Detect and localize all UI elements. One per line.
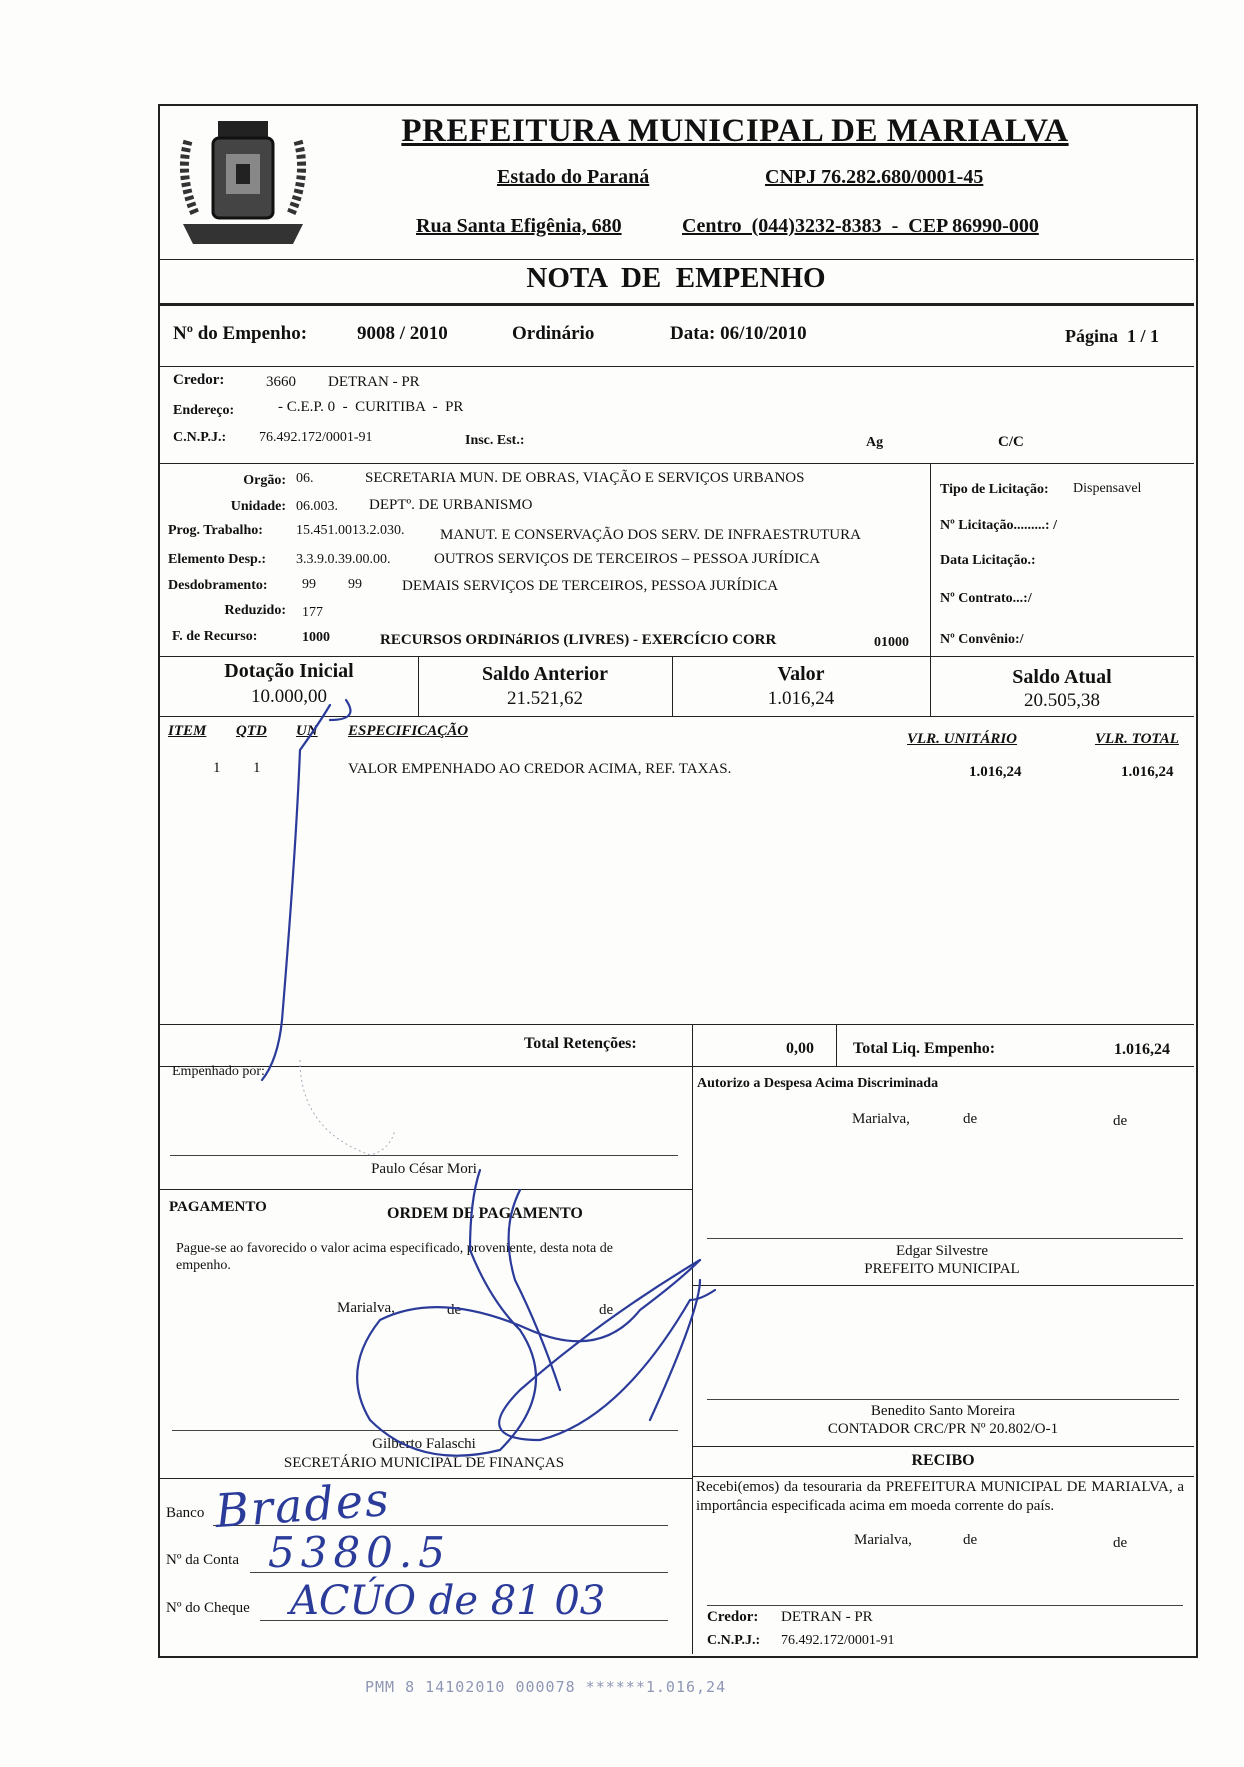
district-phone-cep: Centro (044)3232-8383 - CEP 86990-000 <box>682 215 1039 237</box>
elemento-desc: OUTROS SERVIÇOS DE TERCEIROS – PESSOA JURÍDICA <box>434 551 821 567</box>
tipo-licitacao-label: Tipo de Licitação: <box>940 482 1049 497</box>
saldo-anterior-label: Saldo Anterior <box>481 663 609 685</box>
desdobramento-code2: 99 <box>348 577 362 592</box>
orgao-label: Orgão: <box>243 473 286 488</box>
reduzido-label: Reduzido: <box>224 603 286 618</box>
authentication-stamp: PMM 8 14102010 000078 ******1.016,24 <box>365 1678 727 1696</box>
empenho-type: Ordinário <box>512 323 595 344</box>
de-right-2: de <box>1113 1113 1128 1129</box>
cheque-handwritten: ACÚO de 81 03 <box>290 1578 606 1624</box>
prog-desc: MANUT. E CONSERVAÇÃO DOS SERV. DE INFRAESTRUTURA <box>440 527 861 543</box>
licitacao-date: Data Licitação.: <box>940 553 1036 568</box>
licitacao-number: Nº Licitação.........: / <box>940 518 1057 533</box>
ag-label: Ag <box>866 435 884 450</box>
recurso-label: F. de Recurso: <box>172 629 258 644</box>
empenhado-por-name: Paulo César Mori <box>371 1161 477 1177</box>
recibo-credor-label: Credor: <box>707 1609 759 1625</box>
recibo-heading: RECIBO <box>911 1452 975 1469</box>
cnpj-label: CNPJ 76.282.680/0001-45 <box>765 166 984 188</box>
document-title: NOTA DE EMPENHO <box>526 262 826 294</box>
empenho-number: 9008 / 2010 <box>357 323 448 344</box>
pagamento-heading: PAGAMENTO <box>169 1199 267 1215</box>
marialva-recibo: Marialva, <box>854 1532 912 1548</box>
recibo-text: Recebi(emos) da tesouraria da PREFEITURA MUNICIPAL DE MARIALVA, a importância especificada acima em moeda corrente do país. <box>696 1479 1184 1514</box>
autorizo-label: Autorizo a Despesa Acima Discriminada <box>697 1076 939 1091</box>
prefeito-name: Edgar Silvestre <box>895 1243 989 1259</box>
dotacao-value: 10.000,00 <box>251 686 327 707</box>
recibo-credor-value: DETRAN - PR <box>781 1609 873 1625</box>
cnpj-credor-value: 76.492.172/0001-91 <box>259 430 373 445</box>
de-right-1: de <box>963 1111 978 1127</box>
unidade-label: Unidade: <box>230 499 286 514</box>
desdobramento-code1: 99 <box>302 577 316 592</box>
secretario-title: SECRETÁRIO MUNICIPAL DE FINANÇAS <box>283 1455 565 1471</box>
prog-code: 15.451.0013.2.030. <box>296 523 405 538</box>
col-item: ITEM <box>168 723 207 739</box>
empenho-date: Data: 06/10/2010 <box>670 323 807 344</box>
orgao-desc: SECRETARIA MUN. DE OBRAS, VIAÇÃO E SERVIÇOS URBANOS <box>365 470 805 486</box>
saldo-atual-value: 20.505,38 <box>1024 690 1100 711</box>
item-description: VALOR EMPENHADO AO CREDOR ACIMA, REF. TAXAS. <box>348 761 732 777</box>
page-title: PREFEITURA MUNICIPAL DE MARIALVA <box>401 113 1069 149</box>
orgao-code: 06. <box>296 471 314 486</box>
prefeito-title: PREFEITO MUNICIPAL <box>864 1261 1020 1277</box>
tipo-licitacao-value: Dispensavel <box>1073 481 1142 496</box>
item-total-value: 1.016,24 <box>1121 764 1174 780</box>
secretario-name: Gilberto Falaschi <box>372 1436 476 1452</box>
recibo-cnpj-label: C.N.P.J.: <box>707 1633 761 1648</box>
banco-handwritten: Brades <box>213 1471 393 1539</box>
de-left-1: de <box>447 1302 462 1318</box>
address-label: Rua Santa Efigênia, 680 <box>416 215 622 237</box>
cc-label: C/C <box>998 434 1024 450</box>
convenio-number: Nº Convênio:/ <box>940 632 1024 647</box>
saldo-anterior-value: 21.521,62 <box>507 688 583 709</box>
col-un: UN <box>296 723 318 739</box>
ordem-pagamento-heading: ORDEM DE PAGAMENTO <box>387 1205 583 1222</box>
marialva-right: Marialva, <box>852 1111 910 1127</box>
state-label: Estado do Paraná <box>497 166 650 188</box>
dotacao-label: Dotação Inicial <box>224 660 354 682</box>
cheque-label: Nº do Cheque <box>166 1600 250 1616</box>
recibo-cnpj-value: 76.492.172/0001-91 <box>781 1633 895 1648</box>
col-especificacao: ESPECIFICAÇÃO <box>348 723 469 739</box>
contador-title: CONTADOR CRC/PR Nº 20.802/O-1 <box>827 1421 1059 1437</box>
pague-se-text: Pague-se ao favorecido o valor acima especificado, proveniente, desta nota de empenho. <box>176 1241 613 1273</box>
item-qtd: 1 <box>253 760 261 776</box>
total-liquido-label: Total Liq. Empenho: <box>853 1040 996 1057</box>
de-recibo-1: de <box>963 1532 978 1548</box>
endereco-label: Endereço: <box>173 403 235 418</box>
insc-est-label: Insc. Est.: <box>465 433 525 448</box>
credor-label: Credor: <box>173 372 225 388</box>
cnpj-credor-label: C.N.P.J.: <box>173 430 227 445</box>
de-left-2: de <box>599 1302 614 1318</box>
recurso-code: 1000 <box>302 630 330 645</box>
desdobramento-label: Desdobramento: <box>168 578 268 593</box>
elemento-label: Elemento Desp.: <box>168 552 266 567</box>
desdobramento-desc: DEMAIS SERVIÇOS DE TERCEIROS, PESSOA JURÍDICA <box>402 578 779 594</box>
col-vlr-total: VLR. TOTAL <box>1095 731 1179 747</box>
elemento-code: 3.3.9.0.39.00.00. <box>296 552 391 567</box>
valor-value: 1.016,24 <box>767 688 835 709</box>
conta-handwritten: 5380.5 <box>268 1528 451 1577</box>
unidade-desc: DEPTº. DE URBANISMO <box>369 497 533 513</box>
conta-label: Nº da Conta <box>166 1552 239 1568</box>
endereco-value: - C.E.P. 0 - CURITIBA - PR <box>278 399 464 415</box>
total-liquido-value: 1.016,24 <box>1114 1041 1170 1058</box>
empenho-number-label: Nº do Empenho: <box>173 323 308 344</box>
marialva-left: Marialva, <box>337 1300 395 1316</box>
municipal-crest <box>168 106 318 256</box>
credor-name: DETRAN - PR <box>328 374 420 390</box>
de-recibo-2: de <box>1113 1535 1128 1551</box>
recurso-desc: RECURSOS ORDINáRIOS (LIVRES) - EXERCÍCIO CORR <box>380 632 777 648</box>
retencoes-label: Total Retenções: <box>524 1035 637 1052</box>
contrato-number: Nº Contrato...:/ <box>940 591 1032 606</box>
unidade-code: 06.003. <box>296 499 338 514</box>
saldo-atual-label: Saldo Atual <box>1012 666 1112 688</box>
recurso-code2: 01000 <box>874 635 909 650</box>
credor-code: 3660 <box>266 374 296 390</box>
col-qtd: QTD <box>236 723 267 739</box>
contador-name: Benedito Santo Moreira <box>870 1403 1016 1419</box>
valor-label: Valor <box>777 663 825 685</box>
page-number: Página 1 / 1 <box>1065 326 1160 346</box>
prog-label: Prog. Trabalho: <box>168 523 263 538</box>
empenhado-por-label: Empenhado por: <box>172 1064 265 1079</box>
col-vlr-unitario: VLR. UNITÁRIO <box>907 731 1018 747</box>
item-number: 1 <box>213 760 221 776</box>
banco-label: Banco <box>166 1505 205 1521</box>
reduzido-value: 177 <box>302 605 323 620</box>
item-unit-value: 1.016,24 <box>969 764 1022 780</box>
retencoes-value: 0,00 <box>786 1040 814 1057</box>
